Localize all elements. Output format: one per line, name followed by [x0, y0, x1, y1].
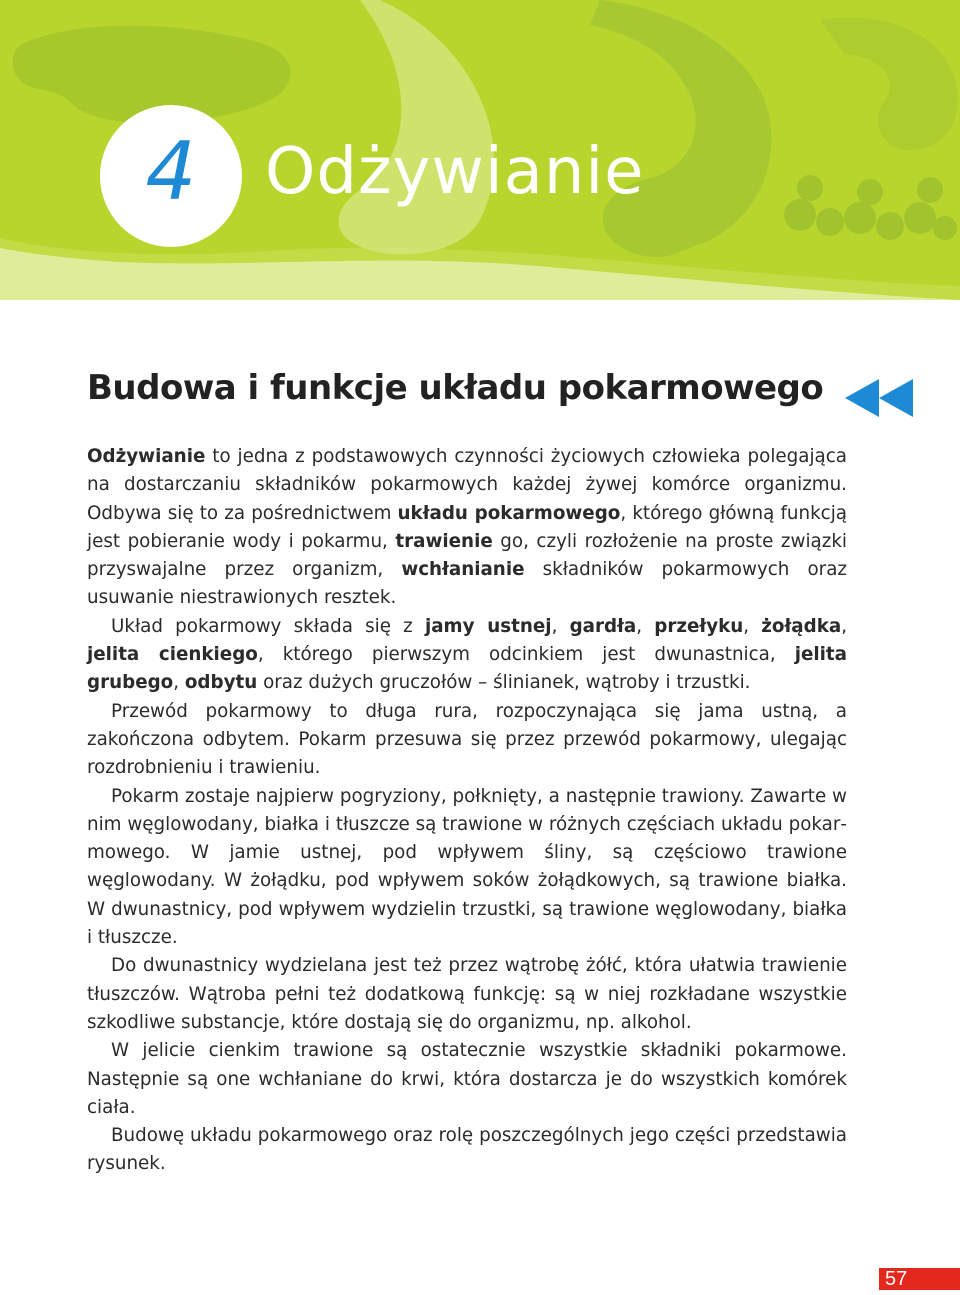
paragraph [87, 698, 847, 783]
text-run: go, czyli rozłożenie na proste związki przyswajalne przez organizm, [87, 530, 847, 581]
paragraph [87, 952, 847, 1037]
bold-term: układu pokarmowego [397, 502, 621, 524]
paragraph [87, 1122, 847, 1179]
text-run: , [743, 615, 762, 637]
text-run: , [551, 615, 570, 637]
paragraph [87, 1037, 847, 1122]
bold-term: Odżywianie [87, 446, 206, 467]
bold-term: żołądka [761, 615, 842, 637]
text-run: Przewód pokarmowy to długa rura, rozpoczynająca się jama ustną, a zakończona odbytem. Pokarm przesuwa się przez przewód pokarmowy, ulegając rozdrobnieniu i trawieniu. [87, 700, 847, 779]
chapter-number: 4 [145, 125, 197, 218]
text-run: , [841, 615, 848, 637]
text-run: składników pokarmowych oraz usuwanie niestrawionych resztek. [87, 559, 847, 609]
bold-term: trawienie [395, 530, 493, 552]
bold-term: wchłanianie [401, 559, 525, 581]
text-run: Pokarm zostaje najpierw pogryziony, połknięty, a następnie trawiony. Zawarte w nim węglowodany, białka i tłuszcze są trawione w różnych częściach układu pokarmowego. W jamie ustnej, pod wpływem śliny, są częściowo trawione węglowodany. W żołądku, pod wpływem soków żołądkowych, są trawione białka. W dwunastnicy, pod wpływem wydzielin trzustki, są trawione węglowodany, białka i tłuszcze. [87, 785, 847, 949]
chapter-banner [0, 0, 960, 300]
bold-term: przełyku [654, 615, 744, 637]
text-run: Układ pokarmowy składa się z [111, 615, 425, 637]
paragraph [87, 443, 847, 613]
text-run: Do dwunastnicy wydzielana jest też przez wątrobę żółć, która ułatwia trawienie tłuszczów. Wątroba pełni też dodatkową funkcję: są w niej rozkładane wszystkie szkodliwe substancje, które dostają się do organizmu, np. alkohol. [87, 955, 847, 1033]
bold-term: jelita grubego [87, 644, 848, 694]
paragraph [87, 783, 847, 953]
paragraph [87, 613, 847, 698]
bold-term: gardła [569, 615, 637, 637]
text-run: , [636, 615, 655, 637]
bold-term: jamy ustnej [424, 615, 552, 637]
bold-term: odbytu [184, 672, 258, 694]
page-number: 57 [879, 1268, 960, 1290]
body-text [87, 443, 847, 1179]
text-run: , [173, 672, 185, 694]
section-heading: Budowa i funkcje układu pokarmowego [87, 368, 824, 408]
text-run: oraz dużych gruczołów – ślinianek, wątroby i trzustki. [257, 672, 751, 694]
chapter-title: Odżywianie [265, 135, 645, 209]
text-run: Budowę układu pokarmowego oraz rolę poszczególnych jego części przedstawia rysunek. [87, 1125, 847, 1175]
text-run: W jelicie cienkim trawione są ostatecznie wszystkie składniki pokarmowe. Następnie są one wchłaniane do krwi, która dostarcza je do wszystkich komórek ciała. [87, 1040, 847, 1118]
bold-term: jelita cienkiego [87, 644, 258, 666]
double-arrow-left-icon[interactable] [845, 379, 913, 417]
text-run: , którego pierwszym odcinkiem jest dwunastnica, [257, 644, 795, 666]
chapter-number-badge [100, 105, 242, 247]
text-run: to jedna z podstawowych czynności życiowych człowieka polegająca na dostarczaniu składników pokarmowych każdej żywej komórce organizmu. Odbywa się to za pośrednictwem [87, 446, 847, 524]
text-run: , którego główną funkcją jest pobieranie wody i pokarmu, [87, 502, 847, 552]
